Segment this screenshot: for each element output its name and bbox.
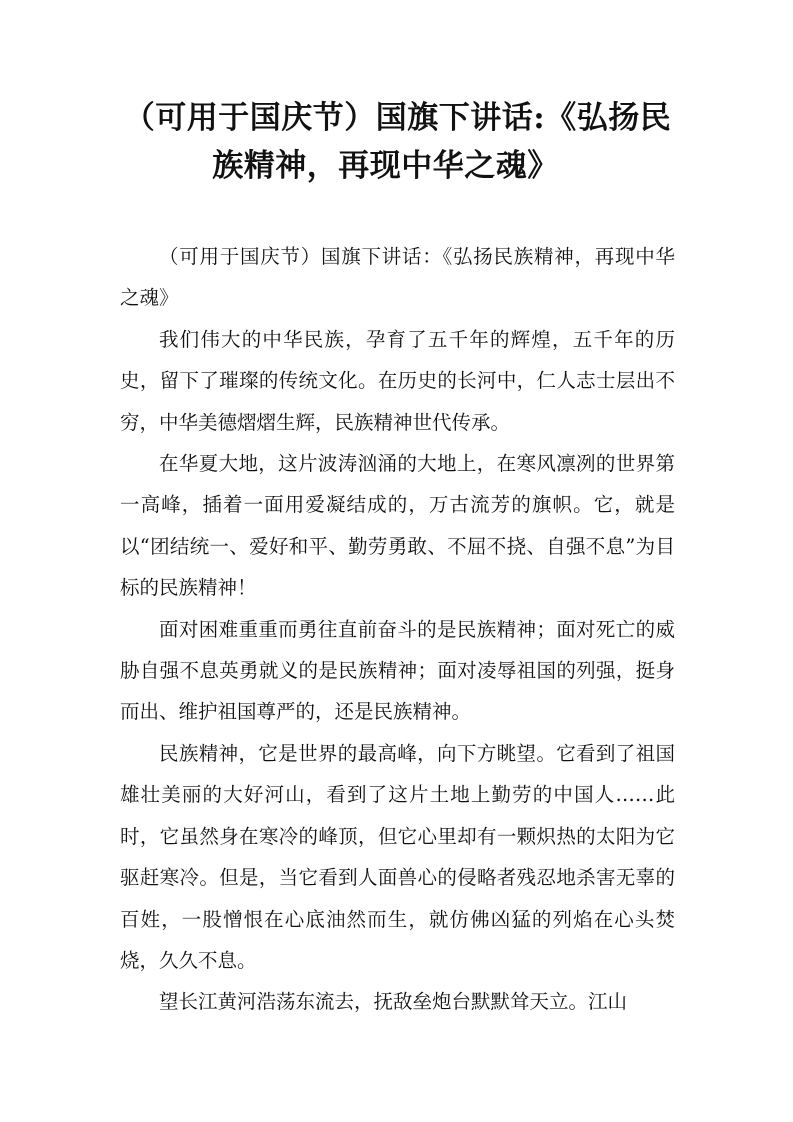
paragraph: 民族精神，它是世界的最高峰，向下方眺望。它看到了祖国雄壮美丽的大好河山，看到了这片土地上勤劳的中国人……此时，它虽然身在寒冷的峰顶，但它心里却有一颗炽热的太阳为它驱赶寒冷。但是，当它看到人面兽心的侵略者残忍地杀害无辜的百姓，一股憎恨在心底油然而生，就仿佛凶猛的列焰在心头焚烧，久久不息。 [120, 741, 675, 972]
paragraph: 我们伟大的中华民族，孕育了五千年的辉煌，五千年的历史，留下了璀璨的传统文化。在历史的长河中，仁人志士层出不穷，中华美德熠熠生辉，民族精神世代传承。 [120, 327, 675, 434]
paragraph-subtitle: （可用于国庆节）国旗下讲话：《弘扬民族精神，再现中华之魂》 [120, 245, 675, 310]
title-line-1: （可用于国庆节）国旗下讲话:《弘扬民 [123, 100, 672, 136]
paragraph-partial: 望长江黄河浩荡东流去，抚敌垒炮台默默耸天立。江山 [159, 990, 628, 1014]
title-line-2: 族精神，再现中华之魂》 [212, 148, 559, 184]
paragraph: 面对困难重重而勇往直前奋斗的是民族精神；面对死亡的威胁自强不息英勇就义的是民族精神；面对凌辱祖国的列强，挺身而出、维护祖国尊严的，还是民族精神。 [120, 617, 675, 724]
document-title [110, 94, 685, 190]
document-body [120, 236, 675, 1023]
paragraph: 在华夏大地，这片波涛汹涌的大地上，在寒风凛冽的世界第一高峰，插着一面用爱凝结成的，万古流芳的旗帜。它，就是以“团结统一、爱好和平、勤劳勇敢、不屈不挠、自强不息”为目标的民族精神！ [120, 452, 675, 600]
